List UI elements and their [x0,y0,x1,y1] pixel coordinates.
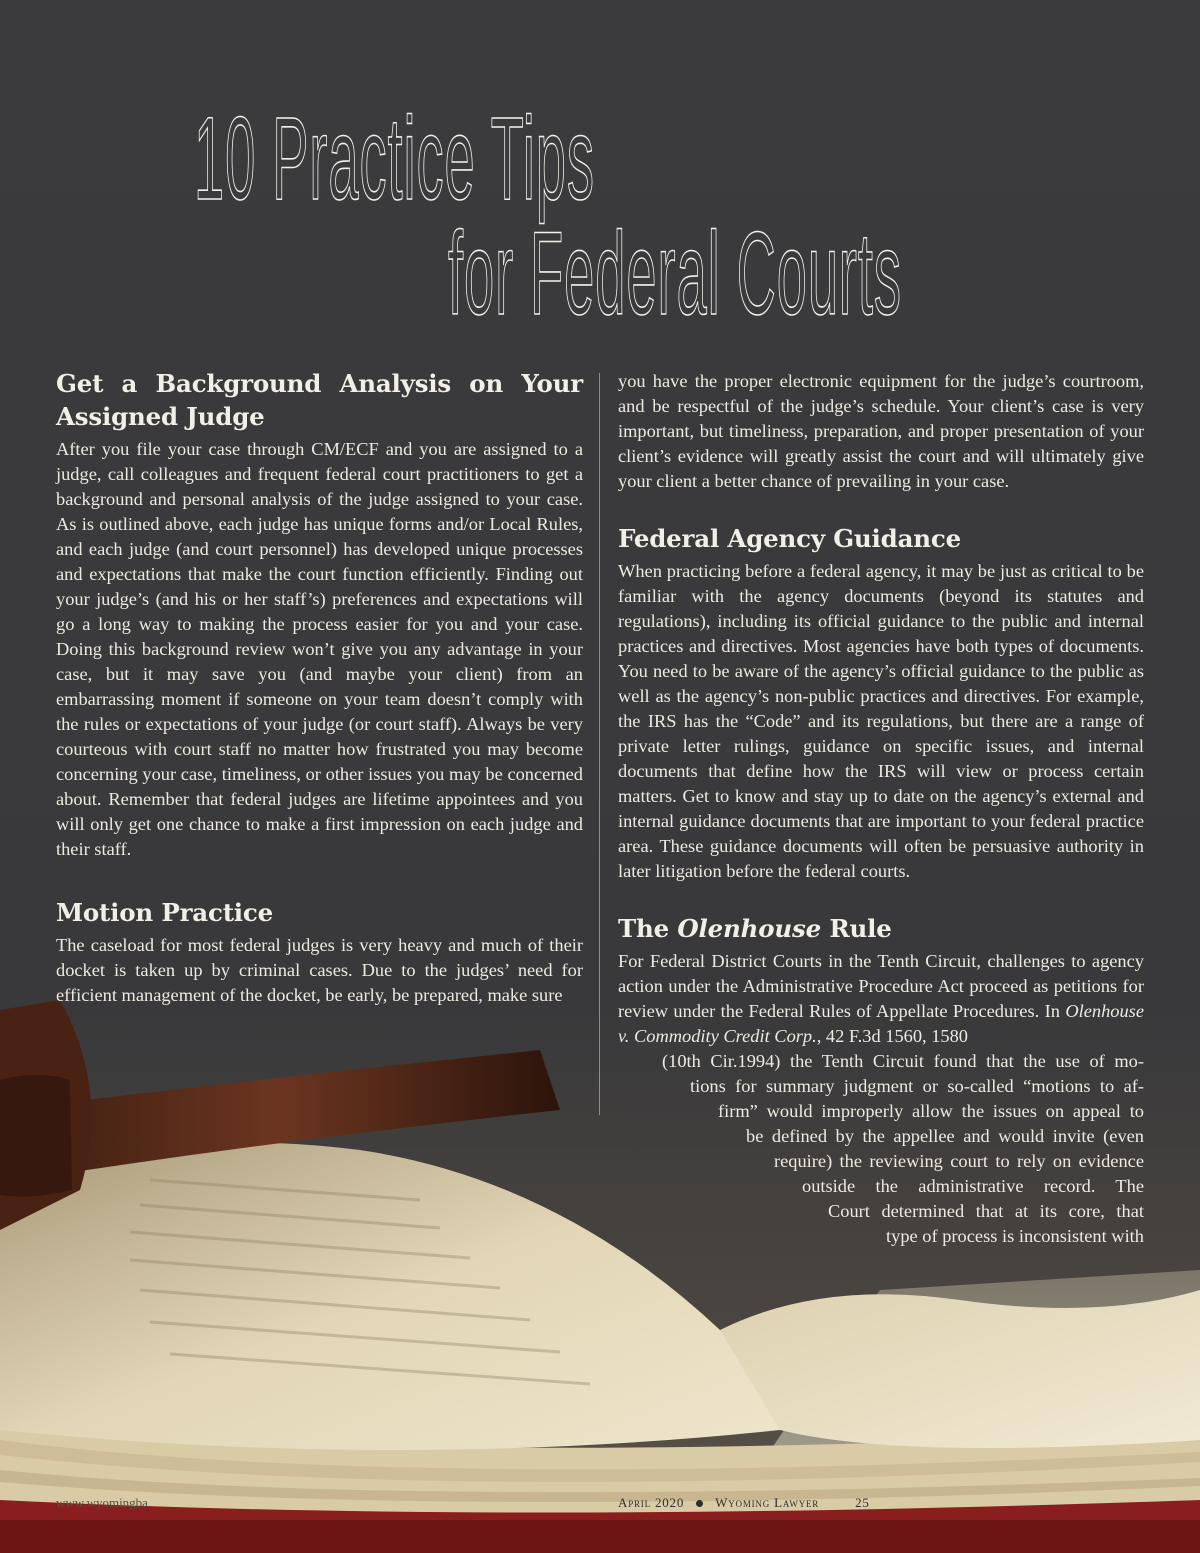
wrap-line: require) the reviewing court to rely on evidence [774,1151,1144,1171]
section-body-motion-practice: The caseload for most federal judges is very heavy and much of their docket is taken up by criminal cases. Due to the judges’ need for efficient management of the docket, be early, be prepared, make sure [56,935,583,1005]
section-heading-federal-agency-guidance: Federal Agency Guidance [618,524,961,553]
wrap-line: be defined by the appellee and would invite (even [746,1126,1144,1146]
left-column [56,367,583,1008]
page-number: 25 [855,1495,870,1510]
section-body-olenhouse-rule [618,949,1144,1049]
section-heading-background-analysis: Get a Background Analysis on Your Assigned Judge [56,369,583,431]
bullet-separator [696,1500,703,1507]
olenhouse-case-citation: Olenhouse v. Commodity Credit Corp. [618,1001,1144,1046]
wrap-line: firm” would improperly allow the issues on appeal to [718,1101,1144,1121]
motion-practice-continued: you have the proper electronic equipment for the judge’s courtroom, and be respectful of the judge’s schedule. Your client’s case is very important, but timeliness, preparation, and proper presentation of your client’s evidence will greatly assist the court and will ultimately give your client a better chance of prevailing in your case. [618,371,1144,491]
footer-url: www.wyomingba [56,1495,148,1510]
article-title-line-1: 10 Practice Tips [194,93,595,225]
wrap-line: outside the administrative record. The [802,1176,1144,1196]
footer-issue-date: April 2020 [618,1495,685,1510]
section-body-federal-agency-guidance: When practicing before a federal agency, it may be just as critical to be familiar with the agency documents (beyond its statutes and regulations), including its official guidance to the public and internal practices and directives. Most agencies have both types of documents. You need to be aware of the agency’s official guidance to the public as well as the agency’s non-public practices and directives. For example, the IRS has the “Code” and its regulations, but there are a range of private letter rulings, guidance on specific issues, and internal documents that define how the IRS will view or process certain matters. Get to know and stay up to date on the agency’s external and internal guidance documents that are important to your federal practice area. These guidance documents will often be persuasive authority in later litigation before the federal courts. [618,561,1144,881]
right-column [618,369,1144,1249]
article-title-line-2: for Federal Courts [448,208,902,340]
section-heading-motion-practice: Motion Practice [56,898,274,927]
column-divider [599,373,600,1115]
wrap-line: tions for summary judgment or so-called “motions to af- [690,1076,1144,1096]
heading-case-name: Olenhouse [677,914,821,943]
olenhouse-wrapped-lines [618,1049,1144,1249]
footer-magazine-name: Wyoming Lawyer [715,1495,820,1510]
wrap-line: (10th Cir.1994) the Tenth Circuit found that the use of mo- [662,1051,1144,1071]
olenhouse-body-intro: For Federal District Courts in the Tenth Circuit, challenges to agency action under the Administrative Procedure Act proceed as petitions for review under the Federal Rules of Appellate Procedures. In [618,951,1144,1021]
wrap-line: type of process is inconsistent with [886,1226,1144,1246]
heading-text-post: Rule [820,914,892,943]
footer-issue-info [618,1495,1144,1511]
wrap-line: Court determined that at its core, that [828,1201,1144,1221]
section-body-background-analysis: After you file your case through CM/ECF and you are assigned to a judge, call colleagues and frequent federal court practitioners to get a background and personal analysis of the judge assigned to your case. As is outlined above, each judge has unique forms and/or Local Rules, and each judge (and court personnel) has developed unique processes and expectations that make the court function efficiently. Finding out your judge’s (and his or her staff’s) preferences and expectations will go a long way to making the process easier for you and your case. Doing this background review won’t give you any advantage in your case, but it may save you (and maybe your client) from an embarrassing moment if someone on your team doesn’t comply with the rules or expectations of your judge (or court staff). Always be very courteous with court staff no matter how frustrated you may become concerning your case, timeliness, or other issues you may be concerned about. Remember that federal judges are lifetime appointees and you will only get one chance to make a first impression on each judge and their staff. [56,439,583,859]
section-heading-olenhouse-rule [618,912,1144,945]
olenhouse-reporter-cite: , 42 F.3d 1560, 1580 [816,1026,969,1046]
heading-text-pre: The [618,914,678,943]
